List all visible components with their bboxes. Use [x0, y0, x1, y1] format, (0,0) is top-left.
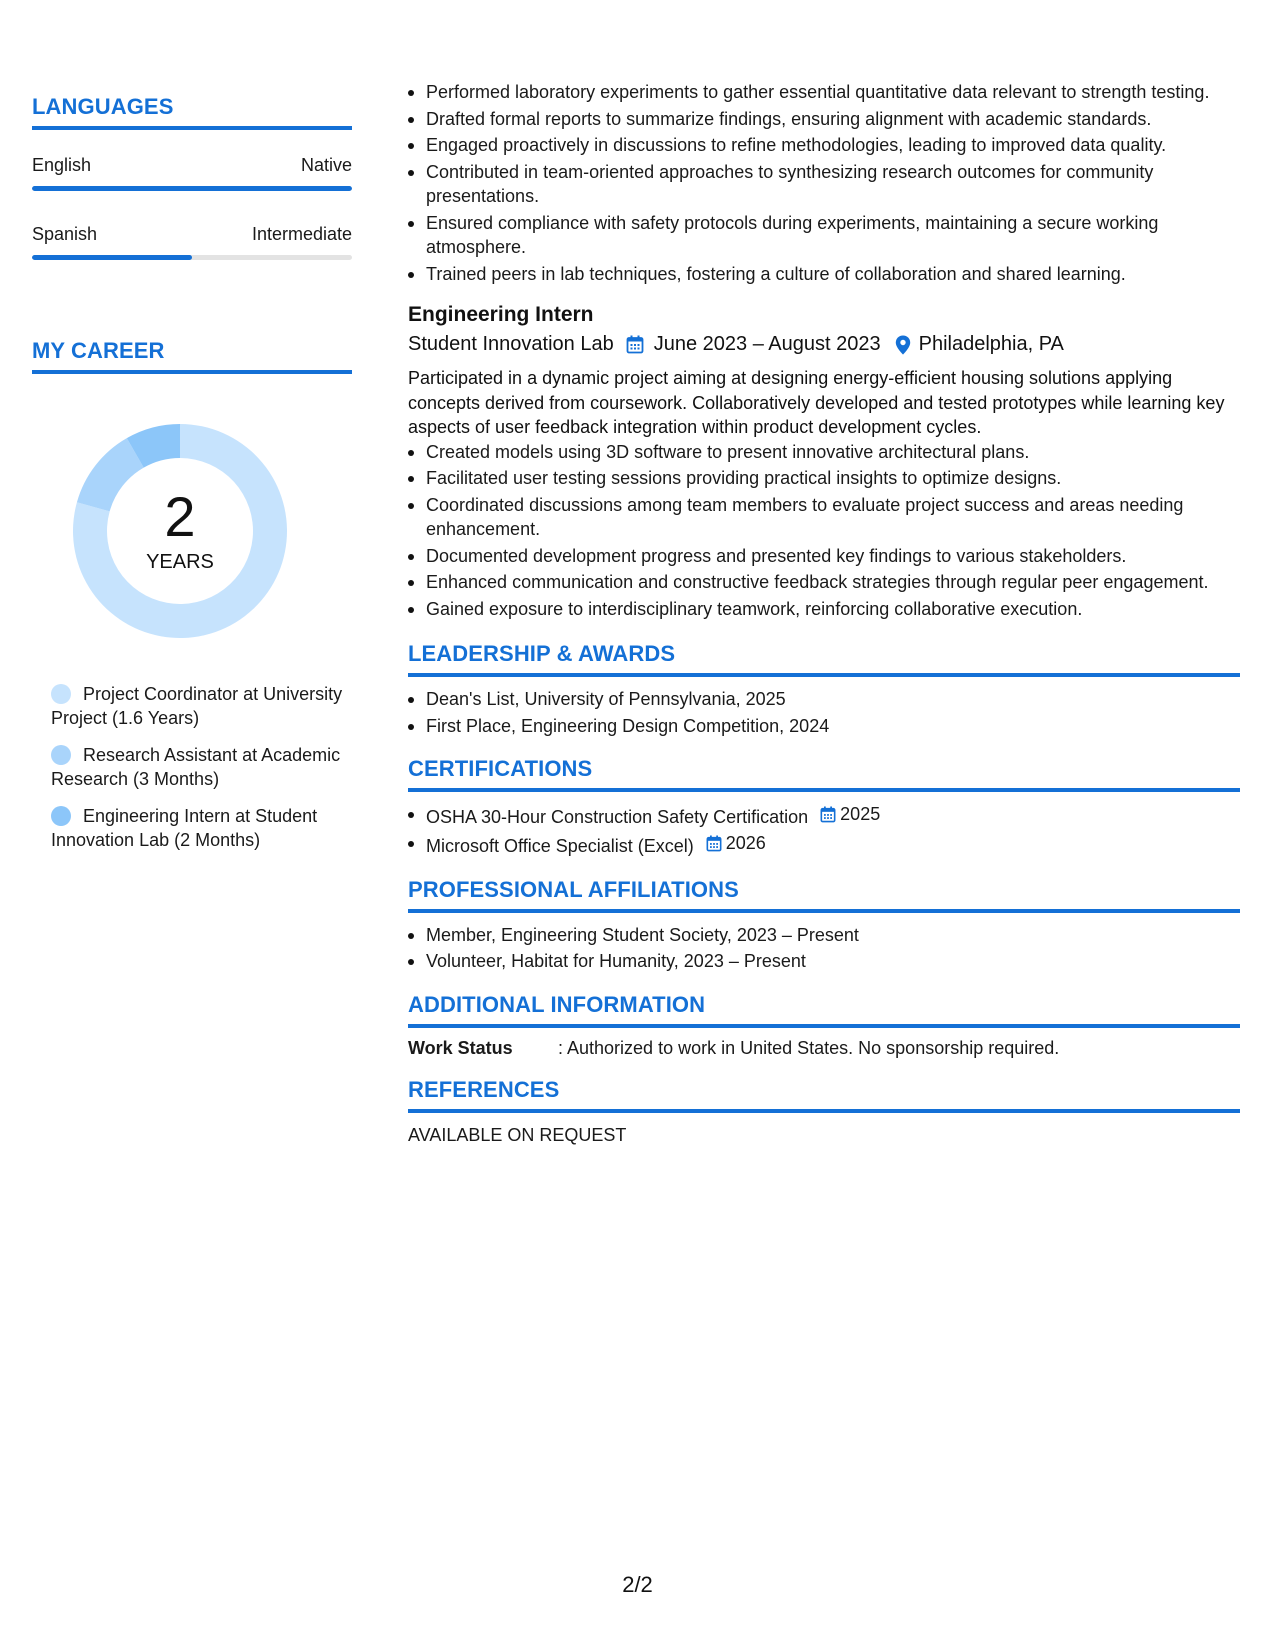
affiliations-heading: PROFESSIONAL AFFILIATIONS — [408, 876, 739, 902]
list-item: Created models using 3D software to present innovative architectural plans. — [408, 440, 1240, 465]
list-item: Documented development progress and presented key findings to various stakeholders. — [408, 544, 1240, 569]
career-divider — [32, 370, 352, 374]
additional-info-section — [408, 992, 1240, 1059]
language-proficiency-fill — [32, 186, 352, 191]
language-name: English — [32, 155, 92, 175]
certification-name: Microsoft Office Specialist (Excel) — [426, 836, 694, 856]
career-total-value: 2 — [164, 484, 196, 548]
calendar-icon — [626, 335, 644, 354]
language-level: Native — [300, 155, 352, 175]
work-status-row — [408, 1038, 1240, 1059]
language-level: Intermediate — [251, 224, 352, 244]
leadership-divider — [408, 673, 1240, 677]
list-item: Engaged proactively in discussions to refine methodologies, leading to improved data quality. — [408, 133, 1240, 158]
language-proficiency-fill — [32, 255, 192, 260]
location-pin-icon — [895, 335, 911, 355]
career-section — [32, 338, 352, 852]
references-text: AVAILABLE ON REQUEST — [408, 1124, 627, 1145]
certification-year: 2025 — [840, 804, 881, 824]
references-heading: REFERENCES — [408, 1076, 560, 1102]
legend-label: Project Coordinator at University Project (1.6 Years) — [51, 684, 343, 728]
work-status-label: Work Status — [408, 1037, 513, 1058]
job-entry — [408, 303, 1240, 621]
list-item: Contributed in team-oriented approaches to synthesizing research outcomes for community presentations. — [408, 160, 1240, 209]
job-bullets — [408, 440, 1240, 622]
job-company: Student Innovation Lab — [408, 333, 614, 355]
career-total-unit: YEARS — [146, 550, 214, 573]
career-legend-item — [51, 743, 351, 791]
affiliations-section — [408, 877, 1240, 974]
leadership-list — [408, 687, 1240, 738]
leadership-section — [408, 641, 1240, 738]
career-heading: MY CAREER — [32, 338, 165, 363]
certifications-list — [408, 802, 1240, 859]
list-item — [408, 831, 1240, 858]
legend-swatch — [51, 745, 71, 765]
certification-year: 2026 — [725, 833, 766, 854]
legend-label: Research Assistant at Academic Research (3 Months) — [51, 745, 341, 789]
job-dates: June 2023 – August 2023 — [653, 333, 881, 355]
references-section — [408, 1077, 1240, 1146]
affiliations-list — [408, 923, 1240, 974]
language-item — [32, 155, 352, 191]
page-number: 2/2 — [622, 1572, 653, 1597]
list-item: Enhanced communication and constructive feedback strategies through regular peer engagement. — [408, 570, 1240, 595]
additional-info-divider — [408, 1024, 1240, 1028]
career-legend — [51, 682, 351, 852]
list-item: Gained exposure to interdisciplinary teamwork, reinforcing collaborative execution. — [408, 597, 1240, 622]
languages-section — [32, 94, 352, 260]
certifications-heading: CERTIFICATIONS — [408, 756, 593, 781]
certifications-divider — [408, 788, 1240, 792]
list-item: Facilitated user testing sessions providing practical insights to optimize designs. — [408, 466, 1240, 491]
left-column — [32, 94, 352, 852]
list-item: Volunteer, Habitat for Humanity, 2023 – Present — [408, 949, 1240, 974]
career-legend-item — [51, 804, 351, 852]
calendar-icon — [706, 835, 722, 852]
languages-heading: LANGUAGES — [32, 94, 174, 119]
list-item: Ensured compliance with safety protocols during experiments, maintaining a secure working atmosphere. — [408, 211, 1240, 260]
language-proficiency-bar — [32, 186, 352, 191]
work-status-value: : Authorized to work in United States. No sponsorship required. — [558, 1037, 1060, 1058]
career-donut-chart — [67, 418, 293, 644]
job-location: Philadelphia, PA — [918, 333, 1064, 355]
legend-label: Engineering Intern at Student Innovation Lab (2 Months) — [51, 806, 318, 850]
list-item: Member, Engineering Student Society, 2023 – Present — [408, 923, 1240, 948]
language-item — [32, 224, 352, 260]
list-item: Performed laboratory experiments to gather essential quantitative data relevant to strength testing. — [408, 80, 1240, 105]
job-description: Participated in a dynamic project aiming at designing energy-efficient housing solutions applying concepts derived from coursework. Collaboratively developed and tested prototypes while learning key aspects of user feedback integration within product development cycles. — [408, 368, 1225, 437]
references-divider — [408, 1109, 1240, 1113]
languages-divider — [32, 126, 352, 130]
previous-job-bullets — [408, 80, 1240, 286]
certifications-section — [408, 756, 1240, 859]
list-item: First Place, Engineering Design Competition, 2024 — [408, 714, 1240, 739]
list-item — [408, 802, 1240, 829]
calendar-icon — [820, 806, 836, 823]
language-proficiency-bar — [32, 255, 352, 260]
additional-info-heading: ADDITIONAL INFORMATION — [408, 991, 706, 1017]
list-item: Dean's List, University of Pennsylvania, 2025 — [408, 687, 1240, 712]
job-title: Engineering Intern — [408, 303, 594, 326]
certification-name: OSHA 30-Hour Construction Safety Certification — [426, 806, 809, 827]
right-column — [408, 80, 1240, 1146]
job-meta — [408, 333, 1240, 356]
legend-swatch — [51, 684, 71, 704]
legend-swatch — [51, 806, 71, 826]
leadership-heading: LEADERSHIP & AWARDS — [408, 641, 676, 666]
list-item: Drafted formal reports to summarize findings, ensuring alignment with academic standards. — [408, 107, 1240, 132]
affiliations-divider — [408, 909, 1240, 913]
list-item: Trained peers in lab techniques, fostering a culture of collaboration and shared learning. — [408, 262, 1240, 287]
list-item: Coordinated discussions among team members to evaluate project success and areas needing enhancement. — [408, 493, 1240, 542]
career-legend-item — [51, 682, 351, 730]
language-name: Spanish — [32, 224, 98, 244]
